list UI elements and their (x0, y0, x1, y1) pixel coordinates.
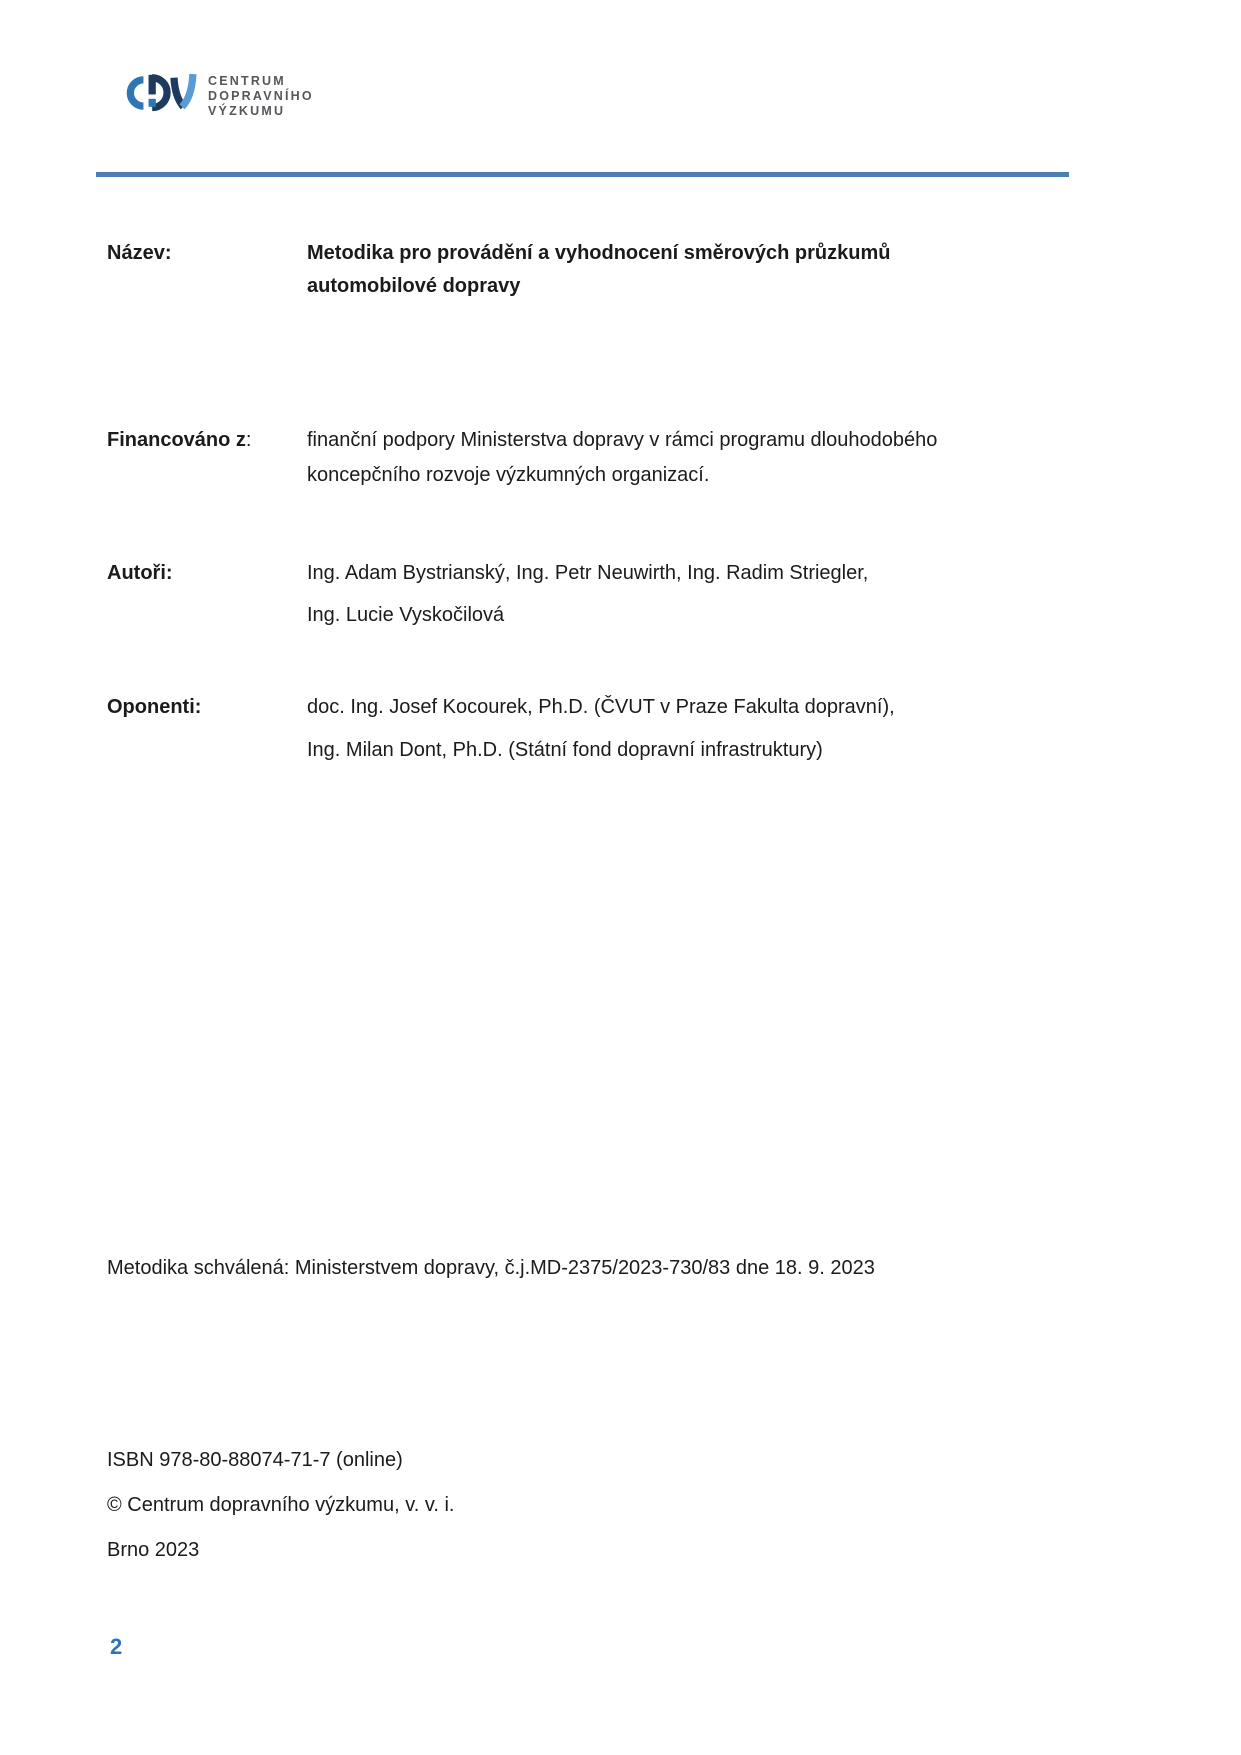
field-value-oponenti-line1: doc. Ing. Josef Kocourek, Ph.D. (ČVUT v Praze Fakulta dopravní), (307, 696, 895, 718)
copyright-line: © Centrum dopravního výzkumu, v. v. i. (107, 1494, 455, 1516)
field-label-autori: Autoři: (107, 562, 173, 584)
logo-word-centrum: CENTRUM (208, 74, 286, 88)
field-value-autori-line2: Ing. Lucie Vyskočilová (307, 604, 505, 626)
field-label-financovano (107, 427, 251, 453)
field-label-financovano-bold: Financováno z (107, 429, 246, 451)
field-value-nazev-line1: Metodika pro provádění a vyhodnocení směrových průzkumů (307, 242, 891, 264)
logo-word-dopravniho: DOPRAVNÍHO (208, 89, 314, 103)
cdv-logo-icon (118, 70, 198, 116)
field-label-oponenti: Oponenti: (107, 696, 202, 718)
field-value-oponenti-line2: Ing. Milan Dont, Ph.D. (Státní fond dopravní infrastruktury) (307, 739, 823, 761)
cdv-logo-wordmark (208, 74, 314, 119)
approval-note: Metodika schválená: Ministerstvem dopravy, č.j.MD-2375/2023-730/83 dne 18. 9. 2023 (107, 1257, 875, 1279)
field-value-nazev-line2: automobilové dopravy (307, 275, 521, 297)
field-value-financovano-line1: finanční podpory Ministerstva dopravy v rámci programu dlouhodobého (307, 429, 938, 451)
field-label-financovano-colon: : (245, 429, 252, 451)
field-label-nazev: Název: (107, 242, 172, 264)
page-number: 2 (110, 1634, 123, 1659)
logo-word-vyzkumu: VÝZKUMU (208, 104, 286, 118)
header-divider-rule (96, 172, 1069, 177)
field-value-financovano-line2: koncepčního rozvoje výzkumných organizací. (307, 464, 710, 486)
cdv-logo (118, 70, 314, 119)
isbn-line: ISBN 978-80-88074-71-7 (online) (107, 1449, 403, 1471)
place-year-line: Brno 2023 (107, 1539, 200, 1561)
field-value-autori-line1: Ing. Adam Bystrianský, Ing. Petr Neuwirth, Ing. Radim Striegler, (307, 562, 869, 584)
